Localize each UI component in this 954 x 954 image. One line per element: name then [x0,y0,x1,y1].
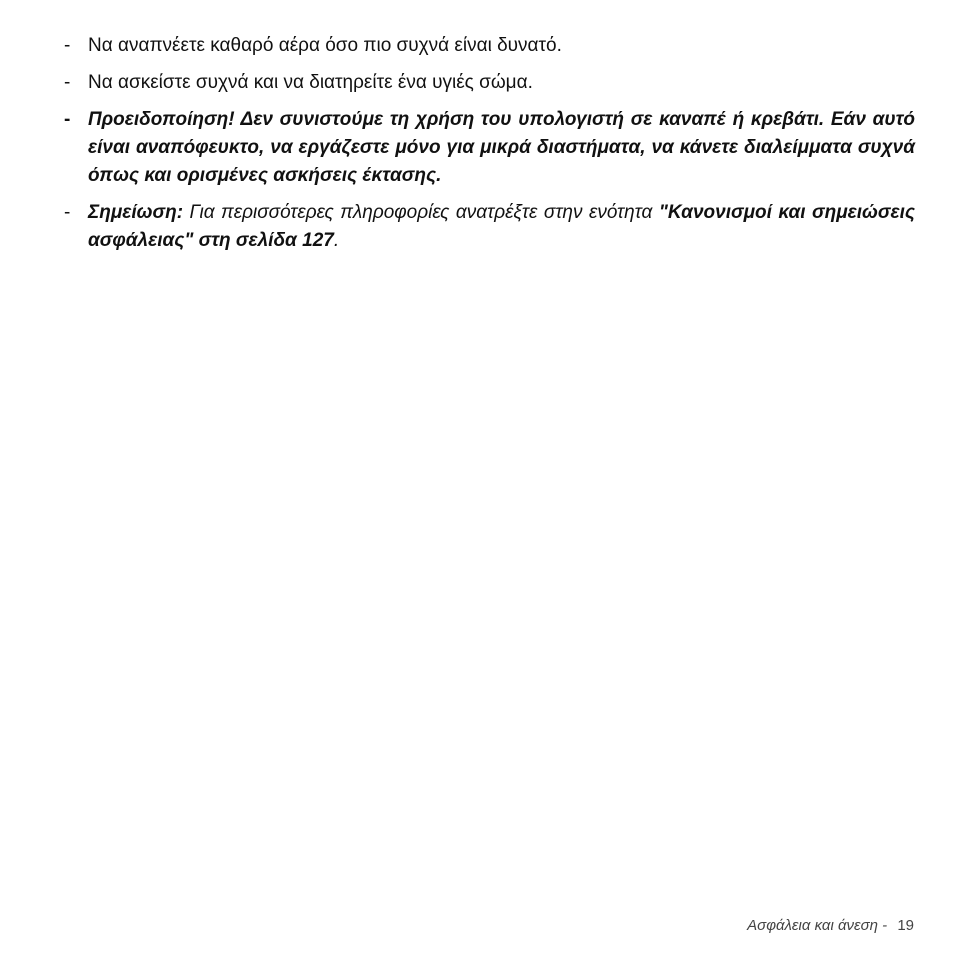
cross-reference-link[interactable]: "Κανονισμοί και σημειώσεις ασφάλειας" στη σελίδα 127 [88,202,915,251]
document-body [60,32,915,264]
list-dash: - [64,72,71,93]
note-end: . [333,230,340,251]
warning-text: Προειδοποίηση! Δεν συνιστούμε τη χρήση του υπολογιστή σε καναπέ ή κρεβάτι. Εάν αυτό είναι αναπόφευκτο, να εργάζεστε μόνο για μικρά διαστήματα, να κάνετε διαλείμματα συχνά όπως και ορισμένες ασκήσεις έκτασης. [88,109,915,186]
list-dash: - [64,35,71,56]
note-label: Σημείωση: [88,202,184,223]
note-content [88,199,915,255]
page-footer [747,917,914,934]
list-item-text: Να αναπνέετε καθαρό αέρα όσο πιο συχνά είναι δυνατό. [88,35,562,56]
note-item [60,199,915,255]
footer-section-title: Ασφάλεια και άνεση - [747,917,888,934]
warning-dash: - [64,109,71,130]
warning-item [60,106,915,190]
note-dash: - [64,202,71,223]
list-item-text: Να ασκείστε συχνά και να διατηρείτε ένα υγιές σώμα. [88,72,533,93]
note-text: Για περισσότερες πληροφορίες ανατρέξτε στην ενότητα [189,202,653,223]
list-item [60,69,915,97]
list-item [60,32,915,60]
page-number: 19 [897,917,914,934]
